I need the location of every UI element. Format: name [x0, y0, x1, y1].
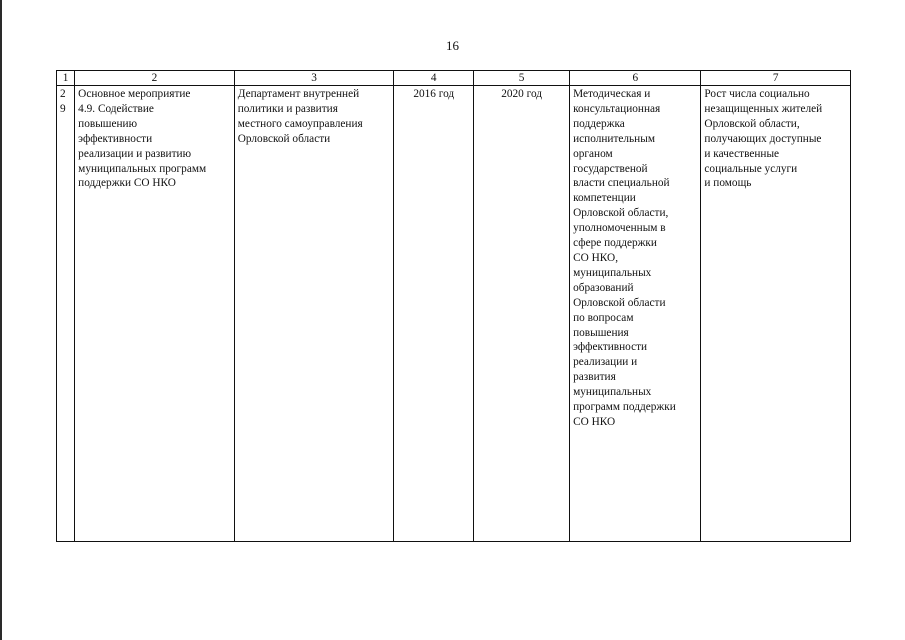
end-year-cell: 2020 год	[474, 86, 570, 542]
start-year-cell: 2016 год	[394, 86, 474, 542]
result-cell: Рост числа социально незащищенных жителей Орловской области, получающих доступные и качественные социальные услуги и помощь	[701, 86, 851, 542]
table-row	[57, 86, 851, 542]
executor-cell: Департамент внутренней политики и развития местного самоуправления Орловской области	[234, 86, 394, 542]
header-cell-5: 5	[474, 71, 570, 86]
header-cell-7: 7	[701, 71, 851, 86]
measure-cell: Основное мероприятие 4.9. Содействие повышению эффективности реализации и развитию муниципальных программ поддержки СО НКО	[75, 86, 235, 542]
description-cell: Методическая и консультационная поддержка исполнительным органом государственой власти специальной компетенции Орловской области, уполномоченным в сфере поддержки СО НКО, муниципальных образований Орловской области по вопросам повышения эффективности реализации и развития муниципальных программ поддержки СО НКО	[570, 86, 701, 542]
row-number-cell: 29	[57, 86, 75, 542]
page-left-edge	[0, 0, 2, 640]
header-cell-6: 6	[570, 71, 701, 86]
header-cell-2: 2	[75, 71, 235, 86]
header-cell-4: 4	[394, 71, 474, 86]
program-table	[56, 70, 851, 542]
header-cell-3: 3	[234, 71, 394, 86]
page-number: 16	[446, 38, 459, 53]
header-cell-1: 1	[57, 71, 75, 86]
table-header-row	[57, 71, 851, 86]
